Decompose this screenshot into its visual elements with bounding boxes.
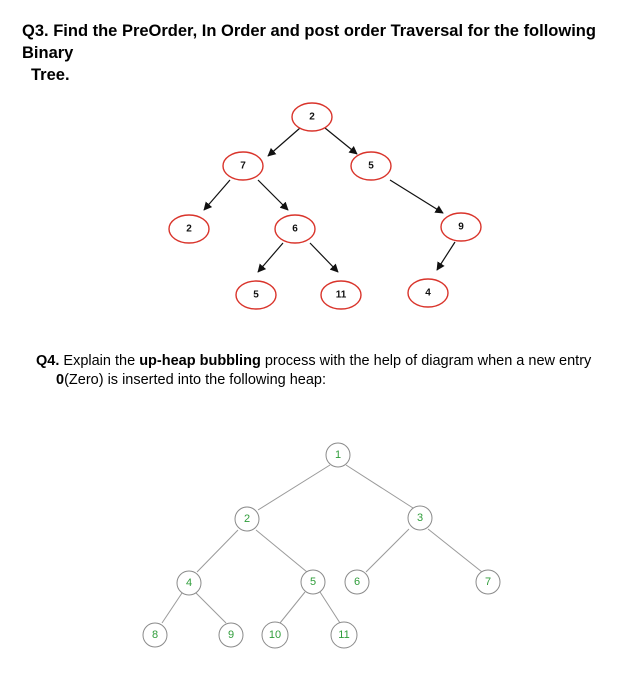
tree2-edge xyxy=(320,592,340,623)
tree1-node-label: 4 xyxy=(425,287,431,299)
tree2-node-label: 5 xyxy=(309,576,317,588)
tree2-node-label: 4 xyxy=(185,577,193,589)
tree2-edge xyxy=(258,465,330,510)
tree1-node-label: 2 xyxy=(309,111,315,123)
question-4 xyxy=(36,352,616,390)
tree2-edge xyxy=(428,529,482,572)
question-4-line2 xyxy=(36,371,616,390)
tree1-node-label: 11 xyxy=(335,289,347,301)
tree1-edge xyxy=(258,243,283,272)
tree2-edge xyxy=(256,530,307,572)
tree1-node xyxy=(351,152,391,180)
tree1-edge xyxy=(268,128,300,156)
question-3-number: Q3. xyxy=(22,22,49,40)
tree2-node-label: 11 xyxy=(338,629,350,641)
tree2-edge xyxy=(197,530,238,572)
tree2-node xyxy=(235,507,259,531)
tree1-node-label: 9 xyxy=(458,221,464,233)
tree1-node-label: 2 xyxy=(186,223,192,235)
question-4-bold-term: up-heap bubbling xyxy=(139,353,261,369)
tree2-edge xyxy=(280,592,305,623)
question-4-text-b: process with the help of diagram when a new entry xyxy=(260,353,592,369)
tree1-node xyxy=(275,215,315,243)
tree2-edge xyxy=(366,529,409,572)
question-4-zero: 0 xyxy=(56,372,65,388)
tree2-node-label: 3 xyxy=(416,512,424,524)
tree2-node-label: 7 xyxy=(484,576,492,588)
tree1-node xyxy=(223,152,263,180)
tree2-node xyxy=(262,622,288,648)
tree1-node-label: 5 xyxy=(253,289,259,301)
tree2-node xyxy=(408,506,432,530)
tree2-node xyxy=(331,622,357,648)
tree1-node xyxy=(236,281,276,309)
heap-tree-diagram xyxy=(143,443,500,648)
tree2-node-label: 2 xyxy=(243,513,251,525)
tree2-node-label: 8 xyxy=(151,629,159,641)
binary-tree-diagram xyxy=(169,103,481,309)
question-4-line2-text: (Zero) is inserted into the following heap: xyxy=(64,372,327,388)
tree1-node xyxy=(408,279,448,307)
tree1-edge xyxy=(310,243,338,272)
tree2-node xyxy=(301,570,325,594)
tree2-node xyxy=(143,623,167,647)
question-3-text-line2: Tree. xyxy=(31,66,70,84)
tree1-node-label: 7 xyxy=(240,160,246,172)
tree1-node-label: 5 xyxy=(368,160,374,172)
tree2-node-label: 1 xyxy=(334,449,342,461)
tree1-edge xyxy=(390,180,443,213)
tree2-node-label: 6 xyxy=(353,576,361,588)
tree2-node xyxy=(177,571,201,595)
tree1-edge xyxy=(258,180,288,210)
question-3-text: Find the PreOrder, In Order and post order Traversal for the following Binary xyxy=(22,22,596,62)
tree2-node xyxy=(476,570,500,594)
tree2-node-label: 9 xyxy=(227,629,235,641)
tree2-edge xyxy=(162,593,182,623)
tree2-node xyxy=(219,623,243,647)
tree1-node xyxy=(292,103,332,131)
tree1-node xyxy=(321,281,361,309)
tree1-node xyxy=(441,213,481,241)
question-4-number: Q4. xyxy=(36,353,60,369)
tree1-edge xyxy=(437,242,455,270)
tree1-edge xyxy=(325,128,357,154)
tree1-edge xyxy=(204,180,230,210)
question-4-text-a: Explain the xyxy=(63,353,140,369)
tree1-node-label: 6 xyxy=(292,223,298,235)
tree2-node xyxy=(326,443,350,467)
tree2-node xyxy=(345,570,369,594)
tree2-edge xyxy=(196,593,226,623)
tree1-node xyxy=(169,215,209,243)
tree2-node-label: 10 xyxy=(268,629,282,641)
tree2-edge xyxy=(346,465,413,508)
